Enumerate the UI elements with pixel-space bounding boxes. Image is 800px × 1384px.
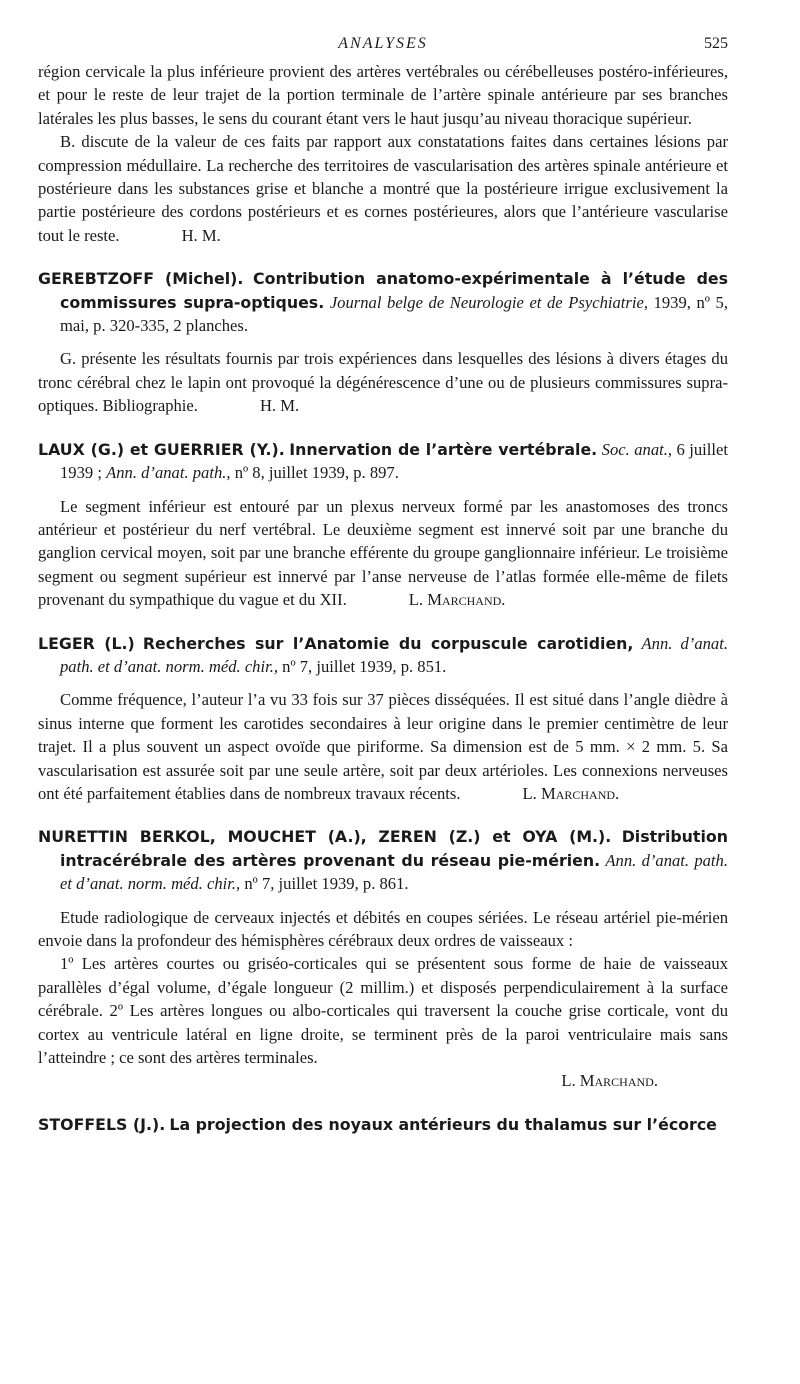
article-title: Contribution anatomo-expérimentale à l’étude des commissures supra-optiques.: [60, 269, 728, 312]
signature: H. M.: [181, 225, 221, 245]
bibliographic-entry: [38, 438, 728, 612]
running-title: ANALYSES: [338, 35, 428, 52]
bibliographic-entry: [38, 267, 728, 417]
reference-details: 1939, nº 5, mai, p. 320-335, 2 planches.: [60, 292, 728, 336]
signature: L. Marchand.: [561, 1071, 658, 1091]
article-title: La projection des noyaux antérieurs du thalamus sur l’écorce: [169, 1114, 717, 1134]
paragraph-text: B. discute de la valeur de ces faits par rapport aux constatations faites dans certaines lésions par compression médullaire. La recherche des territoires de vascularisation des artères spinale antérieure et postérieure dans les substances grise et blanche a montré que la postérieure irrigue exclusivement la partie postérieure des cordons postérieurs et es cornes postérieures, alors que l’antérieure vascularise tout le reste.: [38, 132, 728, 245]
author: GEREBTZOFF (Michel).: [38, 269, 244, 289]
abstract-text: Le segment inférieur est entouré par un plexus nerveux formé par les anastomoses des troncs antérieur et postérieur du nerf vertébral. Le deuxième segment est innervé soit par une branche du ganglion cervical moyen, soit par une branche efférente du groupe ganglionnaire inférieur. Le troisième segment ou segment supérieur est innervé par l’anse nerveuse de l’atlas formée elle-même de filets provenant du sympathique du vague et du XII.: [38, 496, 728, 610]
reference-details: nº 8, juillet 1939, p. 897.: [234, 463, 399, 483]
abstract-text: Etude radiologique de cerveaux injectés et débités en coupes sériées. Le réseau artériel pie-mérien envoie dans la profondeur des hémisphères cérébraux deux ordres de vaisseaux :: [38, 907, 728, 950]
bibliographic-entry: [38, 825, 728, 1092]
bibliographic-entry: [38, 1113, 728, 1136]
running-head: [38, 32, 728, 60]
signature: L. Marchand.: [522, 783, 620, 803]
paragraph: [38, 130, 728, 247]
abstract-text: Comme fréquence, l’auteur l’a vu 33 fois sur 37 pièces disséquées. Il est situé dans l’angle dièdre à sinus interne que forment les carotides secondaires à leur origine dans le premier centimètre de leur trajet. Il a plus souvent un aspect ovoïde que piriforme. Sa dimension est de 5 mm. × 2 mm. 5. Sa vascularisation est assurée soit par une seule artère, soit par deux artérioles. Les connexions nerveuses ont été parfaitement établies dans de nombreux travaux récents.: [38, 690, 728, 803]
article-title: Distribution intracérébrale des artères provenant du réseau pie-mérien.: [60, 827, 728, 870]
reference: [38, 438, 728, 485]
journal: Ann. d’anat. path.,: [106, 463, 231, 483]
journal: Ann. d’anat. path. et d’anat. norm. méd. chir.,: [60, 850, 728, 894]
paragraph: [38, 60, 728, 130]
signature: L. Marchand.: [408, 590, 506, 610]
abstract: [38, 906, 728, 953]
abstract-text: G. présente les résultats fournis par trois expériences dans lesquelles des lésions à divers étages du tronc cérébral chez le lapin ont provoqué la dégénérescence d’une ou de plusieurs commissures supra-optiques. Bibliographie.: [38, 349, 728, 416]
paragraph-text: région cervicale la plus inférieure provient des artères vertébrales ou cérébelleuses postéro-inférieures, et pour le reste de leur trajet de la portion terminale de l’artère spinale antérieure par ses branches latérales les plus basses, le sens du courant étant vers le haut jusqu’au niveau thoracique supérieur.: [38, 62, 728, 128]
author: LEGER (L.): [38, 633, 135, 653]
abstract: [38, 952, 728, 1069]
page-number: 525: [704, 35, 728, 52]
author: NURETTIN BERKOL, MOUCHET (A.), ZEREN (Z.) et OYA (M.).: [38, 827, 612, 847]
journal: Soc. anat.,: [601, 439, 673, 459]
author: LAUX (G.) et GUERRIER (Y.).: [38, 439, 285, 459]
journal: Journal belge de Neurologie et de Psychiatrie,: [329, 292, 648, 312]
reference-details: nº 7, juillet 1939, p. 861.: [244, 874, 409, 894]
article-title: Innervation de l’artère vertébrale.: [289, 439, 598, 459]
page: [38, 32, 728, 1136]
abstract: [38, 347, 728, 417]
abstract: [38, 688, 728, 805]
article-title: Recherches sur l’Anatomie du corpuscule carotidien,: [142, 633, 634, 653]
reference-details: nº 7, juillet 1939, p. 851.: [282, 656, 447, 676]
reference: [38, 1113, 728, 1136]
bibliographic-entry: [38, 632, 728, 806]
abstract: [38, 495, 728, 612]
signature: H. M.: [259, 396, 300, 416]
reference: [38, 825, 728, 895]
reference-details: 6 juillet 1939 ;: [60, 439, 728, 483]
reference: [38, 267, 728, 337]
reference: [38, 632, 728, 679]
author: STOFFELS (J.).: [38, 1114, 166, 1134]
abstract-text: 1º Les artères courtes ou griséo-corticales qui se présentent sous forme de haie de vaisseaux parallèles d’égal volume, d’égale longueur (2 millim.) et disposés perpendiculairement à la surface cérébrale. 2º Les artères longues ou albo-corticales qui traversent la couche grise corticale, vont du cortex au ventricule latéral en ligne droite, se terminent près de la paroi ventriculaire mais sans l’atteindre ; ce sont des artères terminales.: [38, 954, 728, 1068]
journal: Ann. d’anat. path. et d’anat. norm. méd. chir.,: [60, 633, 728, 676]
